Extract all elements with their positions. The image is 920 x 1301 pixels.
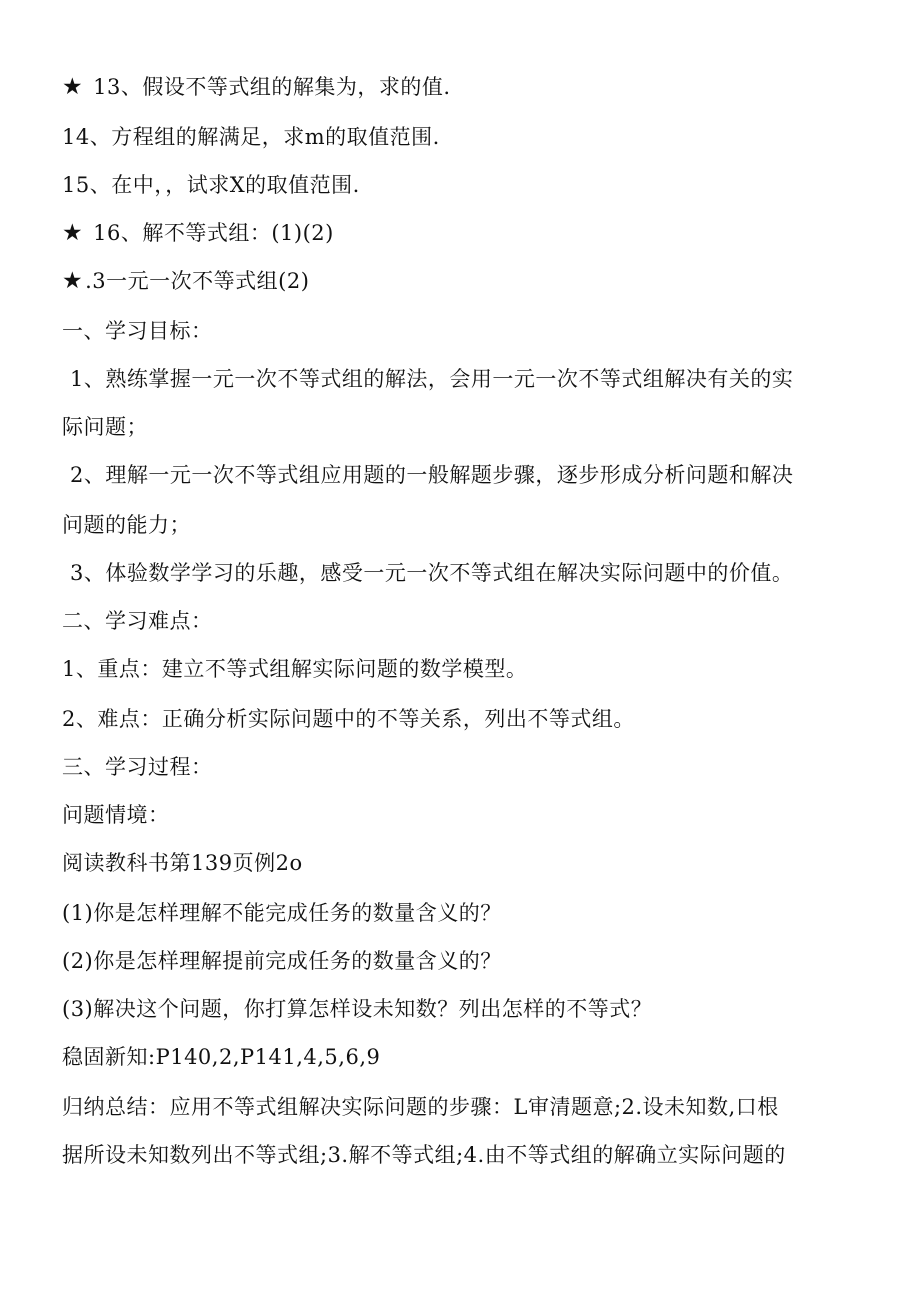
star-icon: ★ xyxy=(62,220,84,246)
section-heading-text: .3一元一次不等式组(2) xyxy=(85,269,310,293)
heading-learning-goals: 一、学习目标： xyxy=(62,319,213,343)
star-icon: ★ xyxy=(62,268,84,294)
goal-3: 3、体验数学学习的乐趣，感受一元一次不等式组在解决实际问题中的价值。 xyxy=(70,561,794,585)
problem-15: 15、在中，，试求X的取值范围. xyxy=(62,173,360,197)
problem-16 xyxy=(62,220,862,246)
heading-learning-difficulties: 二、学习难点： xyxy=(62,609,213,633)
summary-line-2: 据所设未知数列出不等式组;3.解不等式组;4.由不等式组的解确立实际问题的 xyxy=(62,1143,786,1167)
goal-2-line-1: 2、理解一元一次不等式组应用题的一般解题步骤，逐步形成分析问题和解决 xyxy=(70,463,794,487)
goal-2-line-2: 问题的能力； xyxy=(62,513,191,537)
reading-assignment: 阅读教科书第139页例2o xyxy=(62,851,303,875)
difficult-point: 2、难点：正确分析实际问题中的不等关系，列出不等式组。 xyxy=(62,707,635,731)
goal-1-line-2: 际问题； xyxy=(62,415,148,439)
goal-1-line-1: 1、熟练掌握一元一次不等式组的解法，会用一元一次不等式组解决有关的实 xyxy=(70,367,794,391)
problem-14: 14、方程组的解满足，求m的取值范围. xyxy=(62,125,440,149)
problem-situation: 问题情境： xyxy=(62,803,170,827)
problem-13-text: 13、假设不等式组的解集为，求的值. xyxy=(93,75,451,99)
summary-line-1: 归纳总结：应用不等式组解决实际问题的步骤：L审清题意;2.设未知数,口根 xyxy=(62,1095,779,1119)
question-1: (1)你是怎样理解不能完成任务的数量含义的？ xyxy=(62,901,502,925)
question-3: (3)解决这个问题，你打算怎样设未知数？列出怎样的不等式？ xyxy=(62,997,653,1021)
section-heading xyxy=(62,268,862,294)
star-icon: ★ xyxy=(62,74,84,100)
problem-13 xyxy=(62,74,862,100)
problem-16-text: 16、解不等式组：(1)(2) xyxy=(93,221,334,245)
consolidation-exercises: 稳固新知:P140,2,P141,4,5,6,9 xyxy=(62,1045,381,1069)
key-point: 1、重点：建立不等式组解实际问题的数学模型。 xyxy=(62,657,528,681)
heading-learning-process: 三、学习过程： xyxy=(62,755,213,779)
question-2: (2)你是怎样理解提前完成任务的数量含义的？ xyxy=(62,949,502,973)
